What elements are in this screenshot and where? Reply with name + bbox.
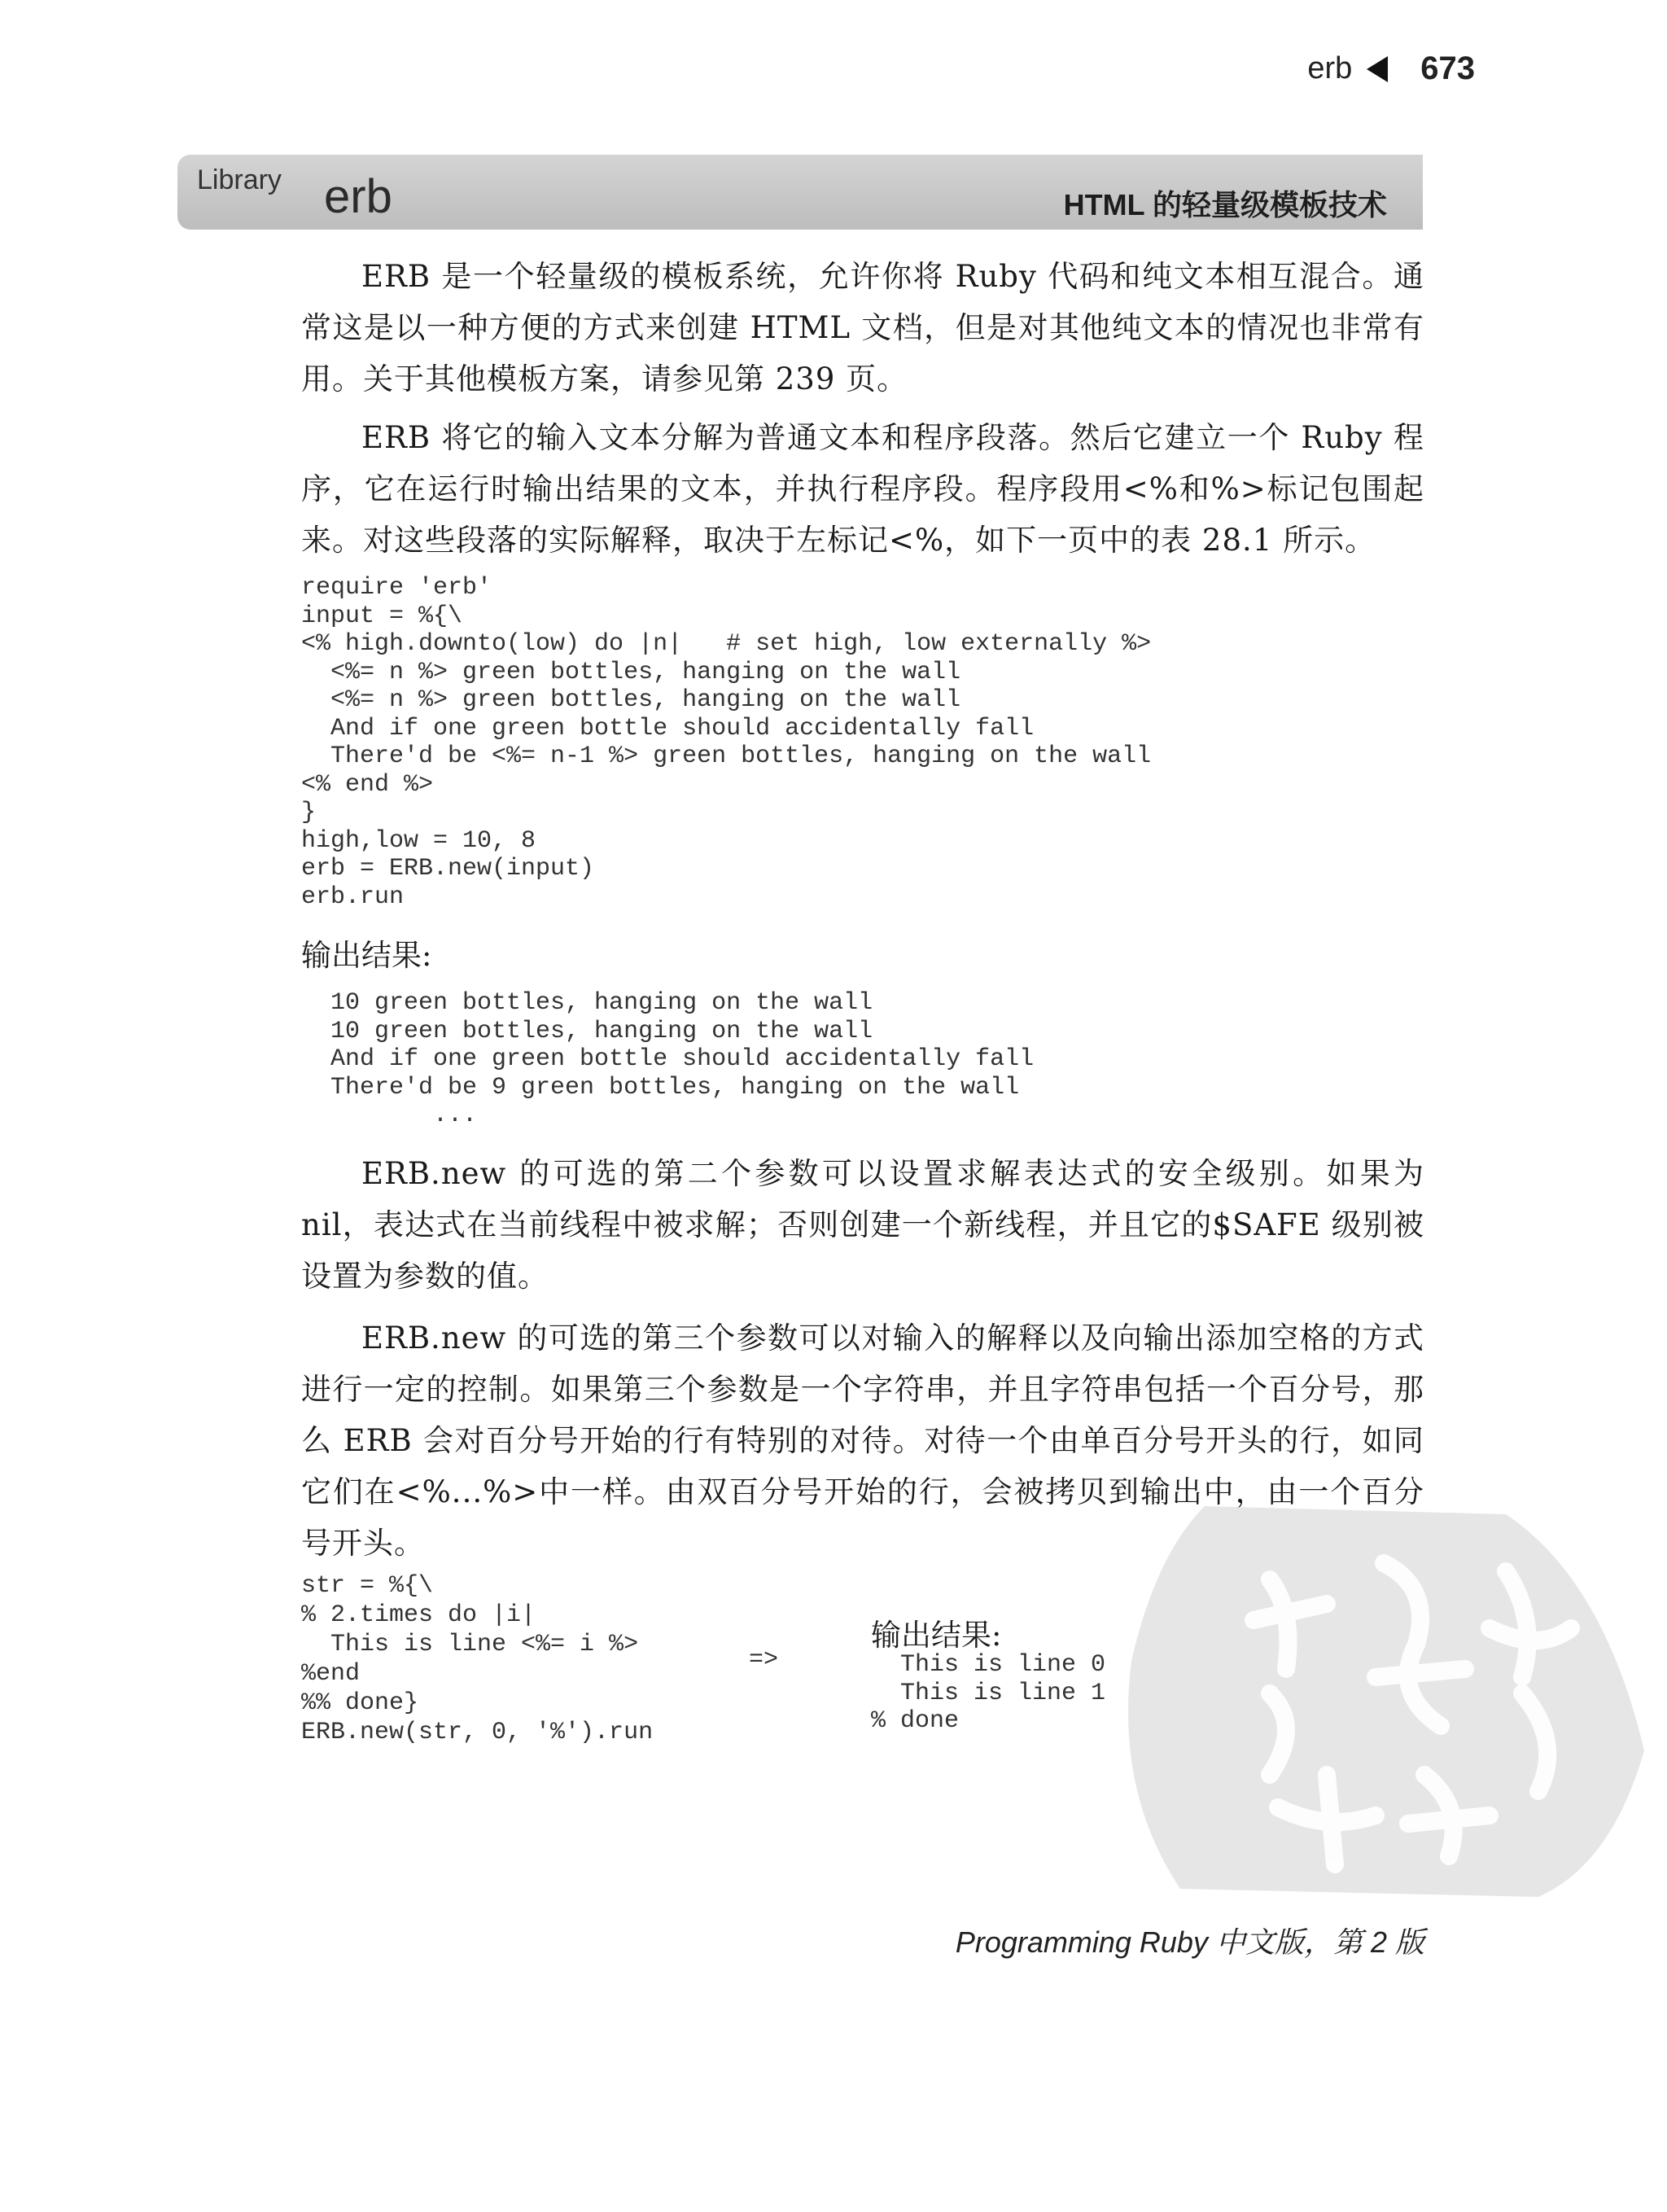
module-title: erb <box>324 170 392 223</box>
intro-paragraph: ERB 是一个轻量级的模板系统，允许你将 Ruby 代码和纯文本相互混合。通常这是以一种方便的方式来创建 HTML 文档，但是对其他纯文本的情况也非常有用。关于其他模板方案，请参见第 239 页。 <box>301 259 1424 396</box>
running-header-section: erb <box>1307 51 1353 85</box>
left-triangle-icon <box>1367 56 1388 82</box>
erb-example-code: require 'erb' input = %{\ <% high.downto(low) do |n| # set high, low externally %> <%= n %> green bottles, hanging on the wall <%= n %> green bottles, hanging on the wall And if one green bottle should accidentally fall There'd be <%= n-1 %> green bottles, hanging on the wall <% end %> } high,low = 10, 8 erb = ERB.new(input) erb.run <box>301 574 1152 911</box>
parsing-paragraph: ERB 将它的输入文本分解为普通文本和程序段落。然后它建立一个 Ruby 程序，它在运行时输出结果的文本，并执行程序段。程序段用<%和%>标记包围起来。对这些段落的实际解释，取决于左标记<%，如下一页中的表 28.1 所示。 <box>301 420 1424 558</box>
result-arrow: => <box>749 1646 779 1674</box>
output-label: 输出结果: <box>301 938 432 973</box>
output-label-2: 输出结果: <box>871 1618 1002 1653</box>
percent-example-output: This is line 0 This is line 1 % done <box>871 1651 1106 1735</box>
library-banner <box>177 155 1423 230</box>
module-subtitle: HTML 的轻量级模板技术 <box>1063 188 1387 221</box>
percent-mode-paragraph: ERB.new 的可选的第三个参数可以对输入的解释以及向输出添加空格的方式进行一定的控制。如果第三个参数是一个字符串，并且字符串包括一个百分号，那么 ERB 会对百分号开始的行有特别的对待。对待一个由单百分号开头的行，如同它们在<%...%>中一样。由双百分号开始的行，会被拷贝到输出中，由一个百分号开头。 <box>301 1321 1424 1561</box>
book-footer: Programming Ruby 中文版，第 2 版 <box>955 1925 1424 1959</box>
running-header <box>1307 50 1475 87</box>
safe-level-paragraph: ERB.new 的可选的第二个参数可以设置求解表达式的安全级别。如果为 nil，表达式在当前线程中被求解；否则创建一个新线程，并且它的$SAFE 级别被设置为参数的值。 <box>301 1156 1424 1294</box>
percent-example-code: str = %{\ % 2.times do |i| This is line <%= i %> %end %% done} ERB.new(str, 0, '%').run <box>301 1572 654 1746</box>
page-number: 673 <box>1420 50 1475 86</box>
library-tag: Library <box>197 164 282 195</box>
erb-example-output: 10 green bottles, hanging on the wall 10 green bottles, hanging on the wall And if one green bottle should accidentally fall There'd be 9 green bottles, hanging on the wall ... <box>330 989 1035 1129</box>
seal-watermark <box>1083 1482 1652 1905</box>
